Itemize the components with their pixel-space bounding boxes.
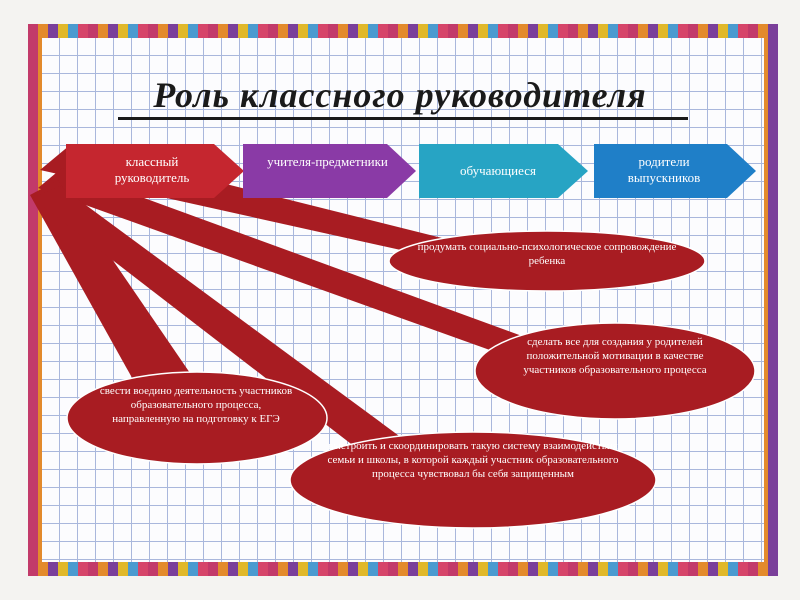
arrow-label-klassny: классный руководитель <box>114 154 190 185</box>
oval-text-motivatsiya: сделать все для создания у родителей положительной мотивации в качестве участников образовательного процесса <box>523 336 707 376</box>
arrow-label-uchitelya: учителя-предметники <box>267 154 388 169</box>
oval-text-soprovozhdenie: продумать социально-психологическое сопровождение ребенка <box>417 241 677 267</box>
arrow-label-obuchayushchiesya: обучающиеся <box>460 163 536 178</box>
slide-title: Роль классного руководителя <box>153 75 647 115</box>
arrow-uchitelya <box>243 144 416 198</box>
oval-text-sistema: выстроить и скоординировать такую систему взаимодействия семьи и школы, в которой каждый участник образовательного процесса чувствовал бы себя защищенным <box>327 440 619 480</box>
oval-text-ege: свести воедино деятельность участников образовательного процесса, направленную на подготовку к ЕГЭ <box>99 385 293 425</box>
arrow-label-roditeli: родители выпускников <box>627 154 701 185</box>
